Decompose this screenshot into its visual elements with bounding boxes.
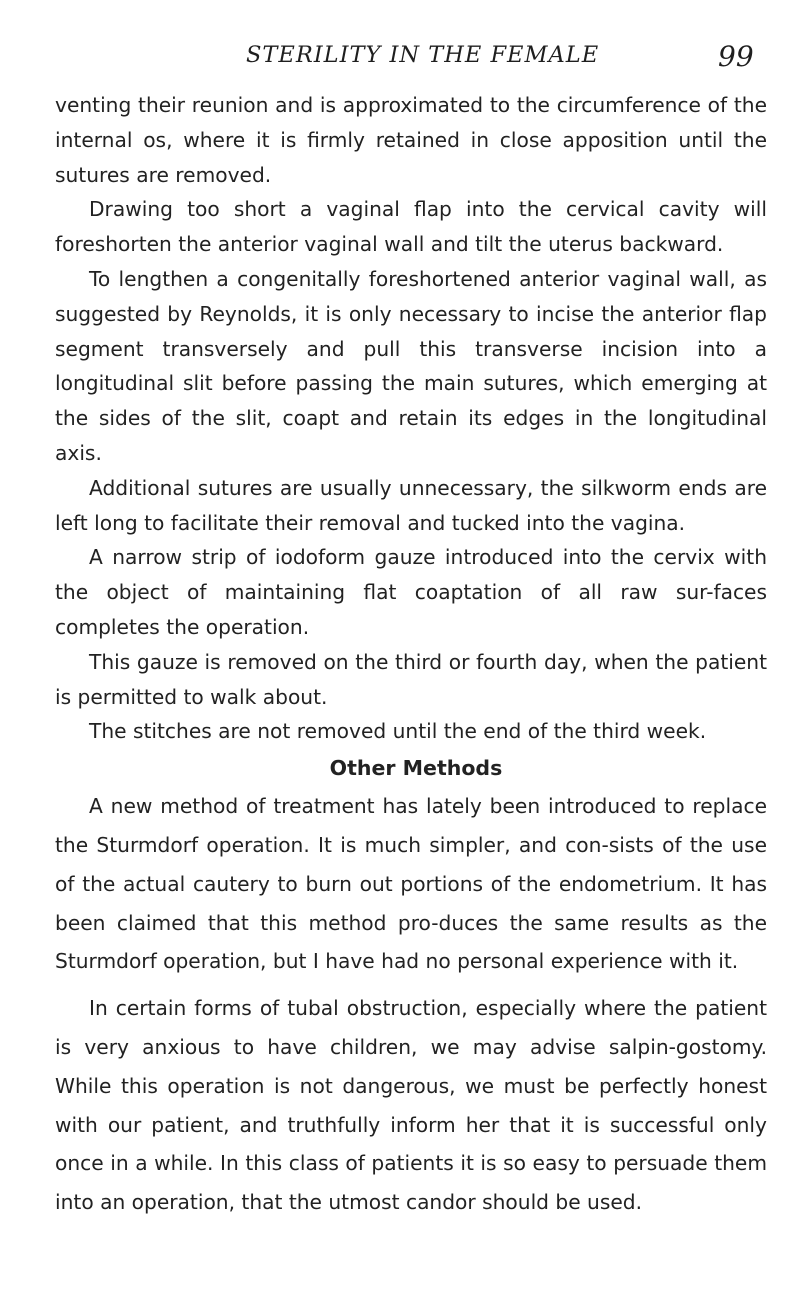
paragraph: Drawing too short a vaginal flap into the cervical cavity will foreshorten the anterior vaginal wall and tilt the uterus backward. [55, 197, 767, 257]
paragraph-continuation: venting their reunion and is approximated to the circumference of the internal os, where it is firmly retained in close apposition until the sutures are removed. [55, 93, 767, 187]
paragraph: In certain forms of tubal obstruction, especially where the patient is very anxious to have children, we may advise salpin-gostomy. While this operation is not dangerous, we must be perfectly honest with our patient, and truthfully inform her that it is successful only once in a while. In this class of patients it is so easy to persuade them into an operation, that the utmost candor should be used. [55, 996, 767, 1215]
running-header [0, 42, 800, 76]
paragraph: A new method of treatment has lately been introduced to replace the Sturmdorf operation. It is much simpler, and con-sists of the use of the actual cautery to burn out portions of the endometrium. It has been claimed that this method pro-duces the same results as the Sturmdorf operation, but I have had no personal experience with it. [55, 794, 767, 974]
paragraph: To lengthen a congenitally foreshortened anterior vaginal wall, as suggested by Reynolds, it is only necessary to incise the anterior flap segment transversely and pull this transverse incision into a longitudinal slit before passing the main sutures, which emerging at the sides of the slit, coapt and retain its edges in the longitudinal axis. [55, 266, 767, 465]
body-text [55, 88, 767, 1222]
section-heading: Other Methods [329, 756, 503, 781]
paragraph: Additional sutures are usually unnecessary, the silkworm ends are left long to facilitate their removal and tucked into the vagina. [55, 475, 767, 535]
paragraph: The stitches are not removed until the end of the third week. [89, 719, 707, 744]
page-number: 99 [718, 40, 754, 73]
running-title: STERILITY IN THE FEMALE [246, 42, 600, 68]
paragraph: A narrow strip of iodoform gauze introduced into the cervix with the object of maintaining flat coaptation of all raw sur-faces completes the operation. [55, 545, 767, 639]
paragraph-gap [55, 981, 767, 989]
paragraph: This gauze is removed on the third or fourth day, when the patient is permitted to walk about. [55, 649, 767, 709]
